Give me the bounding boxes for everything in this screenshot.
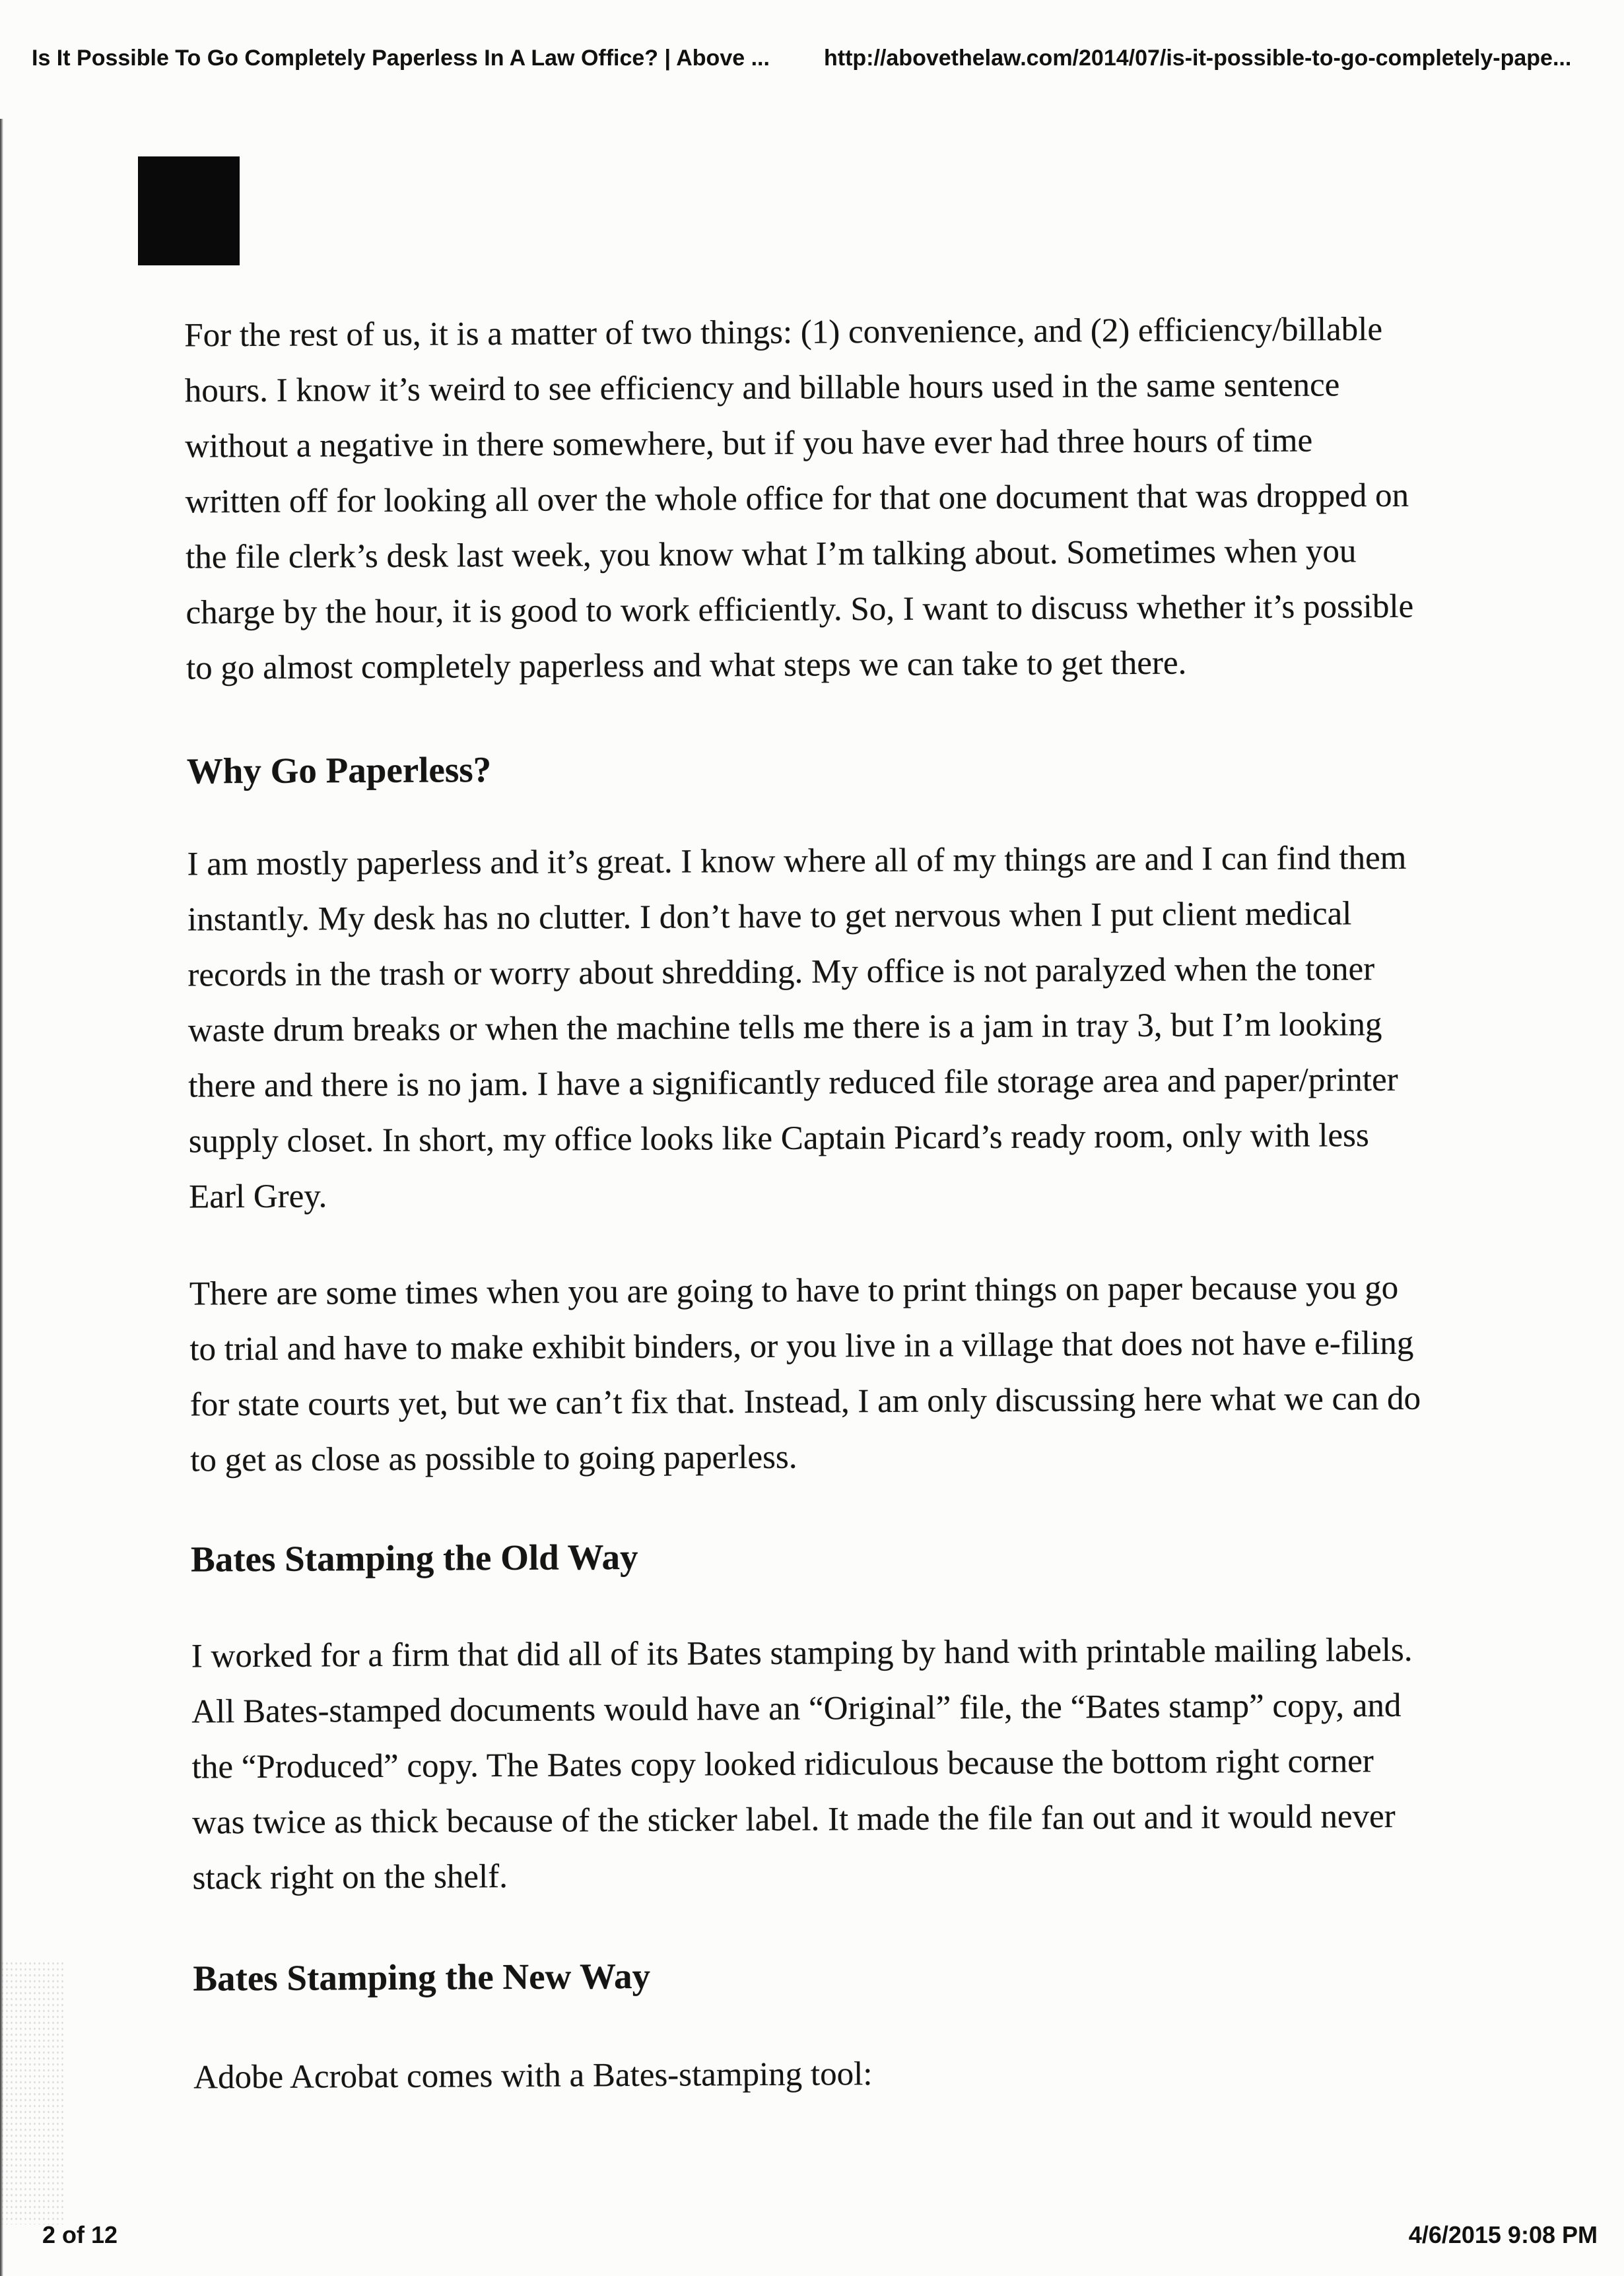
section-heading-new-way: Bates Stamping the New Way [193,1955,651,1999]
printing-line: to get as close as possible to going paperless. [190,1438,797,1479]
print-timestamp: 4/6/2015 9:08 PM [1408,2221,1598,2248]
why-paperless-paragraph [187,830,1408,1225]
why-paperless-line: Earl Grey. [189,1178,327,1216]
article-body [0,32,1464,2151]
intro-line: hours. I know it’s weird to see efficiency and billable hours used in the same sentence [184,366,1340,410]
intro-line: without a negative in there somewhere, but if you have ever had three hours of time [185,422,1313,465]
intro-line: written off for looking all over the whole office for that one document that was dropped on [185,477,1409,521]
why-paperless-line: waste drum breaks or when the machine tells me there is a jam in tray 3, but I’m looking [187,1006,1382,1050]
why-paperless-line: I am mostly paperless and it’s great. I know where all of my things are and I can find them [187,839,1407,883]
printing-line: for state courts yet, but we can’t fix that. Instead, I am only discussing here what we can do [189,1380,1421,1424]
old-way-line: the “Produced” copy. The Bates copy looked ridiculous because the bottom right corner [191,1743,1374,1786]
why-paperless-line: there and there is no jam. I have a significantly reduced file storage area and paper/printer [188,1061,1398,1105]
intro-paragraph [184,302,1414,696]
section-heading-old-way: Bates Stamping the Old Way [190,1536,638,1580]
old-way-line: I worked for a firm that did all of its Bates stamping by hand with printable mailing labels. [191,1631,1413,1675]
page-indicator: 2 of 12 [42,2221,118,2248]
old-way-line: All Bates-stamped documents would have an “Original” file, the “Bates stamp” copy, and [191,1687,1402,1731]
intro-line: For the rest of us, it is a matter of two things: (1) convenience, and (2) efficiency/billable [184,311,1383,354]
section-heading-why-paperless: Why Go Paperless? [186,749,492,791]
print-header-url: http://abovethelaw.com/2014/07/is-it-possible-to-go-completely-pape... [824,46,1572,71]
intro-line: the file clerk’s desk last week, you know what I’m talking about. Sometimes when you [185,533,1357,576]
printing-paragraph [189,1260,1421,1489]
printing-line: to trial and have to make exhibit binders, or you live in a village that does not have e-filing [189,1324,1414,1368]
old-way-line: was twice as thick because of the sticker label. It made the file fan out and it would never [192,1797,1396,1842]
old-way-line: stack right on the shelf. [192,1858,508,1897]
why-paperless-line: instantly. My desk has no clutter. I don’t have to get nervous when I put client medical [187,895,1352,939]
print-header-title: Is It Possible To Go Completely Paperless In A Law Office? | Above ... [32,46,770,71]
new-way-paragraph: Adobe Acrobat comes with a Bates-stamping tool: [193,2056,873,2096]
why-paperless-line: records in the trash or worry about shredding. My office is not paralyzed when the toner [187,951,1375,994]
why-paperless-line: supply closet. In short, my office looks like Captain Picard’s ready room, only with less [188,1117,1369,1160]
printing-line: There are some times when you are going to have to print things on paper because you go [189,1269,1399,1313]
old-way-paragraph [191,1623,1414,1906]
intro-line: to go almost completely paperless and what steps we can take to get there. [186,644,1187,687]
intro-line: charge by the hour, it is good to work efficiently. So, I want to discuss whether it’s possible [186,587,1414,632]
